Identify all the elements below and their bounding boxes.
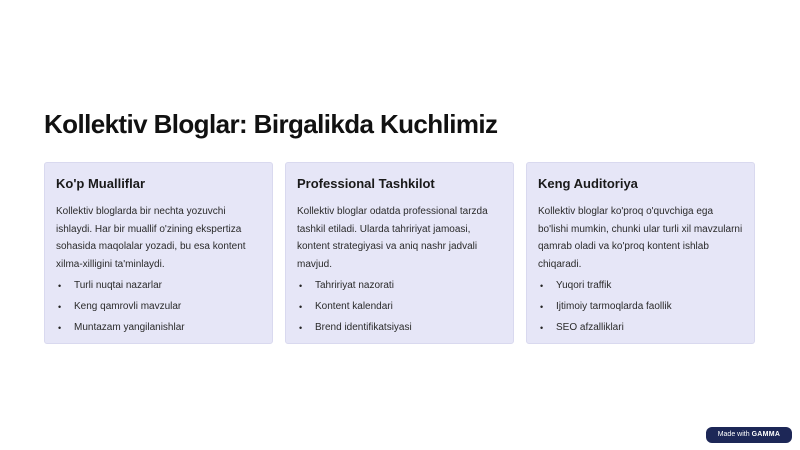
bullet-item (538, 279, 744, 293)
bullet-text: Kontent kalendari (315, 301, 393, 312)
card-professional-organization (285, 162, 514, 344)
bullet-dot-icon: • (540, 302, 544, 312)
bullet-dot-icon: • (540, 281, 544, 291)
bullet-dot-icon: • (299, 323, 303, 333)
bullet-text: Yuqori traffik (556, 280, 612, 291)
bullet-list (538, 279, 744, 335)
badge-prefix: Made with (717, 431, 750, 438)
bullet-list (297, 279, 503, 335)
bullet-dot-icon: • (58, 281, 62, 291)
bullet-dot-icon: • (299, 302, 303, 312)
bullet-item (56, 300, 262, 314)
card-title: Ko'p Mualliflar (56, 176, 146, 191)
bullet-dot-icon: • (540, 323, 544, 333)
gamma-logo: GAMMA (751, 431, 781, 438)
bullet-item (297, 279, 503, 293)
bullet-item (56, 321, 262, 335)
bullet-dot-icon: • (58, 302, 62, 312)
bullet-text: Ijtimoiy tarmoqlarda faollik (556, 301, 672, 312)
bullet-item (538, 321, 744, 335)
bullet-item (538, 300, 744, 314)
bullet-text: Turli nuqtai nazarlar (74, 280, 163, 291)
card-wide-audience (526, 162, 755, 344)
card-title: Keng Auditoriya (538, 176, 638, 191)
card-multiple-authors (44, 162, 273, 344)
bullet-item (297, 321, 503, 335)
bullet-item (56, 279, 262, 293)
card-description: Kollektiv bloglarda bir nechta yozuvchi ishlaydi. Har bir muallif o'zining ekspertiza sohasida maqolalar yozadi, bu esa kontent xilma-xilligini ta'minlaydi. (56, 206, 246, 270)
bullet-text: SEO afzalliklari (556, 322, 624, 333)
bullet-item (297, 300, 503, 314)
card-description: Kollektiv bloglar odatda professional tarzda tashkil etiladi. Ularda tahririyat jamoasi, kontent strategiyasi va aniq nashr jadvali mavjud. (297, 206, 488, 270)
bullet-dot-icon: • (299, 281, 303, 291)
bullet-text: Tahririyat nazorati (315, 280, 394, 291)
bullet-dot-icon: • (58, 323, 62, 333)
card-description: Kollektiv bloglar ko'proq o'quvchiga ega bo'lishi mumkin, chunki ular turli xil mavzularni qamrab oladi va ko'proq kontent ishlab chiqaradi. (538, 206, 743, 270)
bullet-list (56, 279, 262, 335)
bullet-text: Brend identifikatsiyasi (315, 322, 412, 333)
cards-row (44, 162, 757, 344)
card-title: Professional Tashkilot (297, 176, 435, 191)
bullet-text: Muntazam yangilanishlar (74, 322, 185, 333)
bullet-text: Keng qamrovli mavzular (74, 301, 182, 312)
made-with-gamma-badge[interactable] (706, 427, 792, 443)
page-title: Kollektiv Bloglar: Birgalikda Kuchlimiz (44, 109, 498, 139)
